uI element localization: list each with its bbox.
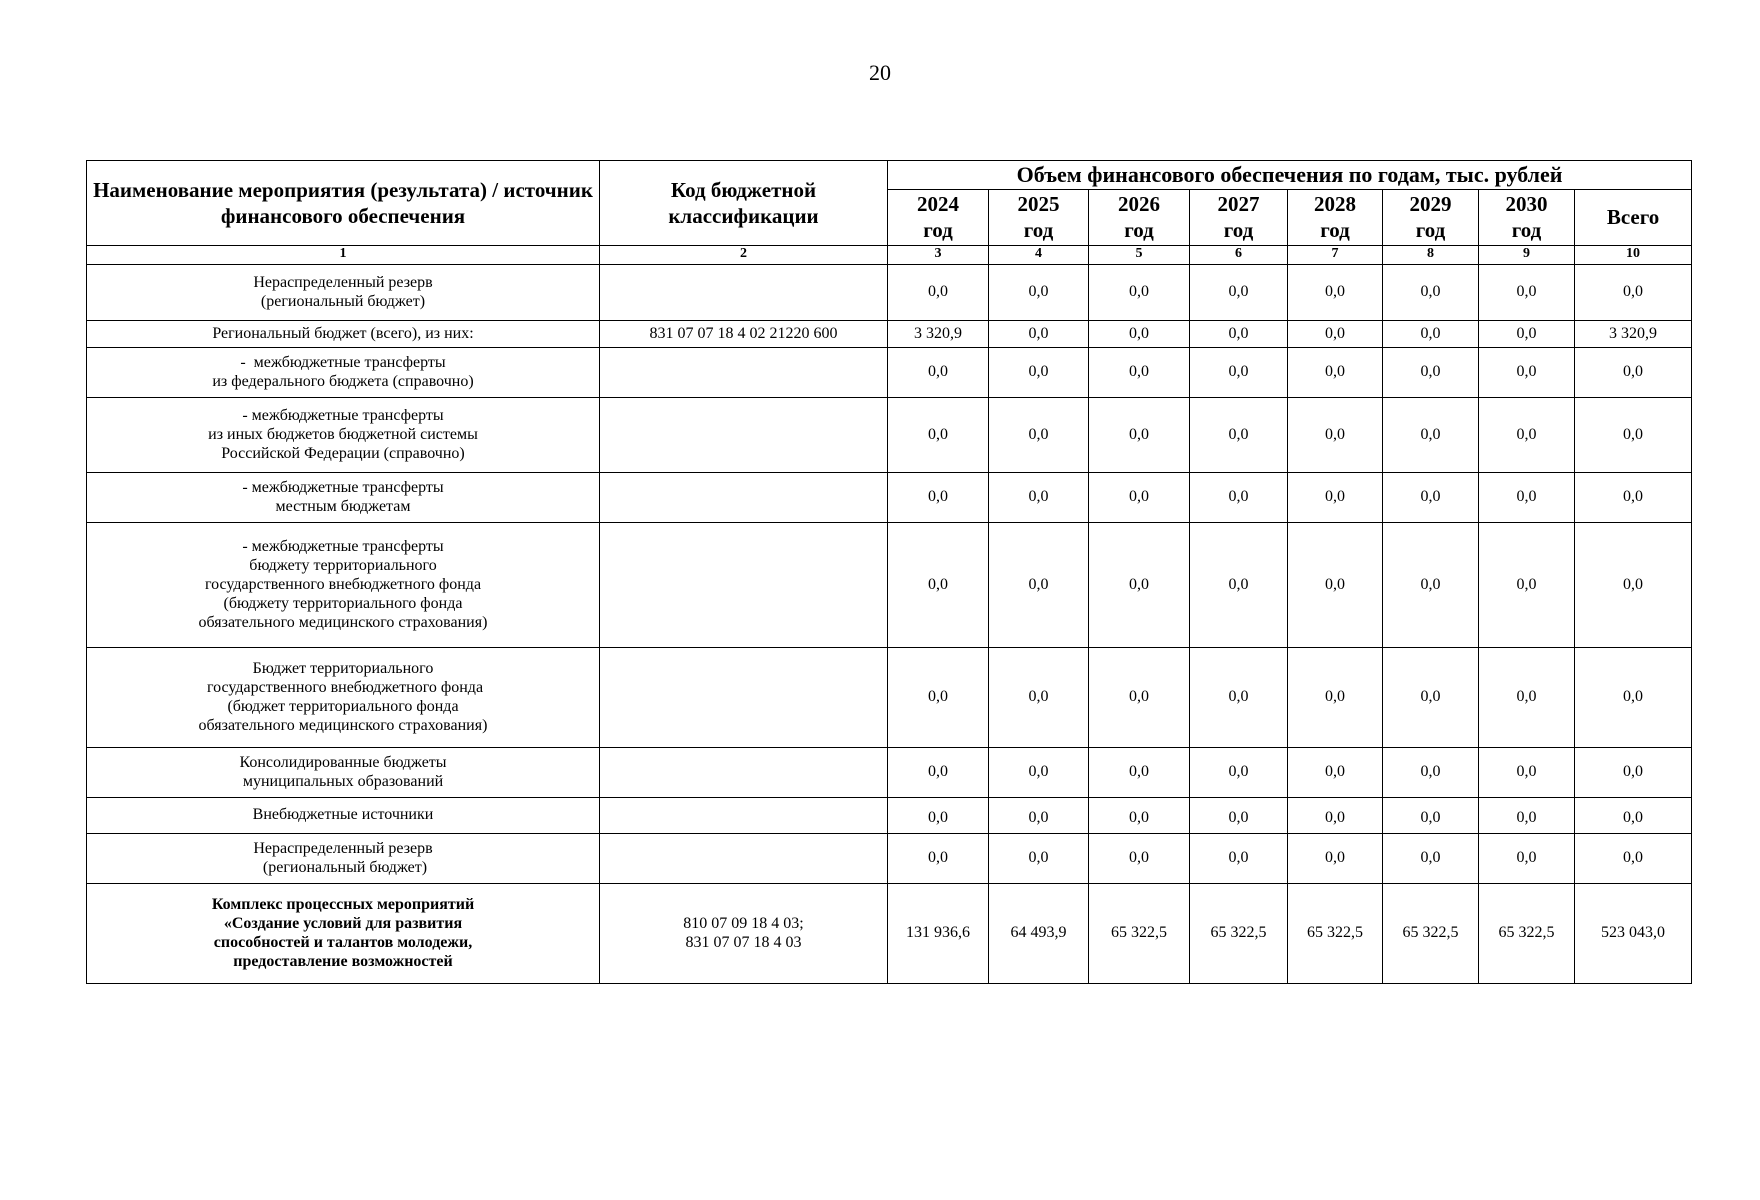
row-value-2029: 0,0 bbox=[1383, 472, 1479, 522]
column-number: 2 bbox=[600, 245, 888, 264]
header-year-2026: 2026 год bbox=[1089, 189, 1190, 245]
row-value-2027: 0,0 bbox=[1190, 397, 1288, 472]
row-value-2029: 0,0 bbox=[1383, 522, 1479, 647]
row-value-2030: 0,0 bbox=[1479, 647, 1575, 747]
column-number: 10 bbox=[1575, 245, 1692, 264]
row-value-2027: 0,0 bbox=[1190, 833, 1288, 883]
row-value-2027: 0,0 bbox=[1190, 797, 1288, 833]
row-code bbox=[600, 647, 888, 747]
row-name: Нераспределенный резерв (региональный бюджет) bbox=[87, 264, 600, 320]
row-value-2024: 0,0 bbox=[888, 347, 989, 397]
row-total: 0,0 bbox=[1575, 833, 1692, 883]
column-number: 3 bbox=[888, 245, 989, 264]
header-total: Всего bbox=[1575, 189, 1692, 245]
row-code bbox=[600, 472, 888, 522]
row-code bbox=[600, 833, 888, 883]
row-value-2026: 0,0 bbox=[1089, 472, 1190, 522]
header-year-2028: 2028 год bbox=[1288, 189, 1383, 245]
row-value-2026: 0,0 bbox=[1089, 347, 1190, 397]
row-value-2029: 0,0 bbox=[1383, 320, 1479, 347]
row-name: Комплекс процессных мероприятий «Создание условий для развития способностей и талантов молодежи, предоставление возможностей bbox=[87, 883, 600, 983]
row-value-2030: 0,0 bbox=[1479, 320, 1575, 347]
row-total: 0,0 bbox=[1575, 522, 1692, 647]
row-value-2030: 0,0 bbox=[1479, 833, 1575, 883]
row-value-2029: 65 322,5 bbox=[1383, 883, 1479, 983]
row-code: 810 07 09 18 4 03; 831 07 07 18 4 03 bbox=[600, 883, 888, 983]
row-value-2030: 65 322,5 bbox=[1479, 883, 1575, 983]
row-value-2026: 65 322,5 bbox=[1089, 883, 1190, 983]
row-value-2025: 0,0 bbox=[989, 747, 1089, 797]
row-total: 0,0 bbox=[1575, 347, 1692, 397]
row-value-2027: 65 322,5 bbox=[1190, 883, 1288, 983]
row-value-2028: 0,0 bbox=[1288, 472, 1383, 522]
header-volume: Объем финансового обеспечения по годам, тыс. рублей bbox=[888, 161, 1692, 190]
column-number: 1 bbox=[87, 245, 600, 264]
table-row bbox=[87, 883, 1692, 983]
row-value-2030: 0,0 bbox=[1479, 522, 1575, 647]
budget-table bbox=[86, 160, 1692, 984]
row-value-2024: 0,0 bbox=[888, 833, 989, 883]
row-value-2025: 0,0 bbox=[989, 833, 1089, 883]
row-total: 0,0 bbox=[1575, 647, 1692, 747]
row-value-2026: 0,0 bbox=[1089, 522, 1190, 647]
row-value-2029: 0,0 bbox=[1383, 647, 1479, 747]
table-row bbox=[87, 522, 1692, 647]
column-numbers-row bbox=[87, 245, 1692, 264]
row-value-2027: 0,0 bbox=[1190, 320, 1288, 347]
row-value-2028: 0,0 bbox=[1288, 264, 1383, 320]
table-row bbox=[87, 747, 1692, 797]
column-number: 7 bbox=[1288, 245, 1383, 264]
row-value-2026: 0,0 bbox=[1089, 320, 1190, 347]
row-value-2024: 0,0 bbox=[888, 397, 989, 472]
row-value-2028: 0,0 bbox=[1288, 747, 1383, 797]
row-value-2027: 0,0 bbox=[1190, 347, 1288, 397]
table-row bbox=[87, 264, 1692, 320]
row-value-2028: 0,0 bbox=[1288, 797, 1383, 833]
row-value-2027: 0,0 bbox=[1190, 264, 1288, 320]
page-number: 20 bbox=[869, 60, 891, 85]
row-value-2024: 131 936,6 bbox=[888, 883, 989, 983]
row-code bbox=[600, 264, 888, 320]
row-value-2024: 0,0 bbox=[888, 647, 989, 747]
row-value-2026: 0,0 bbox=[1089, 397, 1190, 472]
row-value-2030: 0,0 bbox=[1479, 472, 1575, 522]
row-value-2029: 0,0 bbox=[1383, 264, 1479, 320]
row-total: 0,0 bbox=[1575, 397, 1692, 472]
row-value-2029: 0,0 bbox=[1383, 797, 1479, 833]
row-value-2030: 0,0 bbox=[1479, 397, 1575, 472]
row-value-2028: 0,0 bbox=[1288, 347, 1383, 397]
row-value-2025: 0,0 bbox=[989, 472, 1089, 522]
row-value-2027: 0,0 bbox=[1190, 522, 1288, 647]
row-value-2028: 65 322,5 bbox=[1288, 883, 1383, 983]
row-value-2024: 3 320,9 bbox=[888, 320, 989, 347]
column-number: 8 bbox=[1383, 245, 1479, 264]
row-value-2026: 0,0 bbox=[1089, 647, 1190, 747]
row-value-2024: 0,0 bbox=[888, 797, 989, 833]
row-value-2029: 0,0 bbox=[1383, 747, 1479, 797]
row-value-2026: 0,0 bbox=[1089, 797, 1190, 833]
row-name: Консолидированные бюджеты муниципальных образований bbox=[87, 747, 600, 797]
row-total: 0,0 bbox=[1575, 747, 1692, 797]
row-value-2030: 0,0 bbox=[1479, 347, 1575, 397]
row-value-2027: 0,0 bbox=[1190, 647, 1288, 747]
table-row bbox=[87, 397, 1692, 472]
row-value-2028: 0,0 bbox=[1288, 833, 1383, 883]
table-row bbox=[87, 833, 1692, 883]
column-number: 4 bbox=[989, 245, 1089, 264]
row-code bbox=[600, 397, 888, 472]
row-value-2028: 0,0 bbox=[1288, 397, 1383, 472]
row-name: - межбюджетные трансферты из федерального бюджета (справочно) bbox=[87, 347, 600, 397]
row-code bbox=[600, 797, 888, 833]
column-number: 9 bbox=[1479, 245, 1575, 264]
table-body bbox=[87, 264, 1692, 983]
row-value-2025: 0,0 bbox=[989, 320, 1089, 347]
header-year-2024: 2024 год bbox=[888, 189, 989, 245]
header-code: Код бюджетной классификации bbox=[600, 161, 888, 246]
table-row bbox=[87, 472, 1692, 522]
row-name: Внебюджетные источники bbox=[87, 797, 600, 833]
row-name: Бюджет территориального государственного внебюджетного фонда (бюджет территориального фонда обязательного медицинского страхования) bbox=[87, 647, 600, 747]
header-year-2030: 2030 год bbox=[1479, 189, 1575, 245]
row-value-2029: 0,0 bbox=[1383, 833, 1479, 883]
row-name: Нераспределенный резерв (региональный бюджет) bbox=[87, 833, 600, 883]
row-value-2030: 0,0 bbox=[1479, 797, 1575, 833]
row-value-2025: 0,0 bbox=[989, 347, 1089, 397]
row-value-2030: 0,0 bbox=[1479, 264, 1575, 320]
row-total: 3 320,9 bbox=[1575, 320, 1692, 347]
row-value-2024: 0,0 bbox=[888, 522, 989, 647]
row-total: 0,0 bbox=[1575, 797, 1692, 833]
row-value-2028: 0,0 bbox=[1288, 522, 1383, 647]
row-value-2029: 0,0 bbox=[1383, 347, 1479, 397]
row-name: - межбюджетные трансферты из иных бюджетов бюджетной системы Российской Федерации (справочно) bbox=[87, 397, 600, 472]
table-header bbox=[87, 161, 1692, 265]
row-value-2026: 0,0 bbox=[1089, 747, 1190, 797]
row-value-2026: 0,0 bbox=[1089, 264, 1190, 320]
row-value-2028: 0,0 bbox=[1288, 647, 1383, 747]
row-name: - межбюджетные трансферты местным бюджетам bbox=[87, 472, 600, 522]
header-year-2029: 2029 год bbox=[1383, 189, 1479, 245]
row-value-2024: 0,0 bbox=[888, 472, 989, 522]
row-value-2025: 0,0 bbox=[989, 264, 1089, 320]
header-year-2027: 2027 год bbox=[1190, 189, 1288, 245]
table-row bbox=[87, 347, 1692, 397]
row-code bbox=[600, 522, 888, 647]
column-number: 6 bbox=[1190, 245, 1288, 264]
table-row bbox=[87, 797, 1692, 833]
row-value-2024: 0,0 bbox=[888, 747, 989, 797]
row-total: 523 043,0 bbox=[1575, 883, 1692, 983]
row-total: 0,0 bbox=[1575, 472, 1692, 522]
row-value-2028: 0,0 bbox=[1288, 320, 1383, 347]
row-value-2024: 0,0 bbox=[888, 264, 989, 320]
row-value-2025: 0,0 bbox=[989, 797, 1089, 833]
row-value-2026: 0,0 bbox=[1089, 833, 1190, 883]
row-total: 0,0 bbox=[1575, 264, 1692, 320]
row-value-2025: 64 493,9 bbox=[989, 883, 1089, 983]
row-code bbox=[600, 347, 888, 397]
row-value-2027: 0,0 bbox=[1190, 747, 1288, 797]
row-code: 831 07 07 18 4 02 21220 600 bbox=[600, 320, 888, 347]
table-row bbox=[87, 320, 1692, 347]
column-number: 5 bbox=[1089, 245, 1190, 264]
row-value-2025: 0,0 bbox=[989, 522, 1089, 647]
header-year-2025: 2025 год bbox=[989, 189, 1089, 245]
header-name: Наименование мероприятия (результата) / источник финансового обеспечения bbox=[87, 161, 600, 246]
row-value-2025: 0,0 bbox=[989, 647, 1089, 747]
row-code bbox=[600, 747, 888, 797]
row-value-2029: 0,0 bbox=[1383, 397, 1479, 472]
row-value-2027: 0,0 bbox=[1190, 472, 1288, 522]
row-name: Региональный бюджет (всего), из них: bbox=[87, 320, 600, 347]
row-name: - межбюджетные трансферты бюджету территориального государственного внебюджетного фонда (бюджету территориального фонда обязательного медицинского страхования) bbox=[87, 522, 600, 647]
row-value-2030: 0,0 bbox=[1479, 747, 1575, 797]
row-value-2025: 0,0 bbox=[989, 397, 1089, 472]
table-row bbox=[87, 647, 1692, 747]
